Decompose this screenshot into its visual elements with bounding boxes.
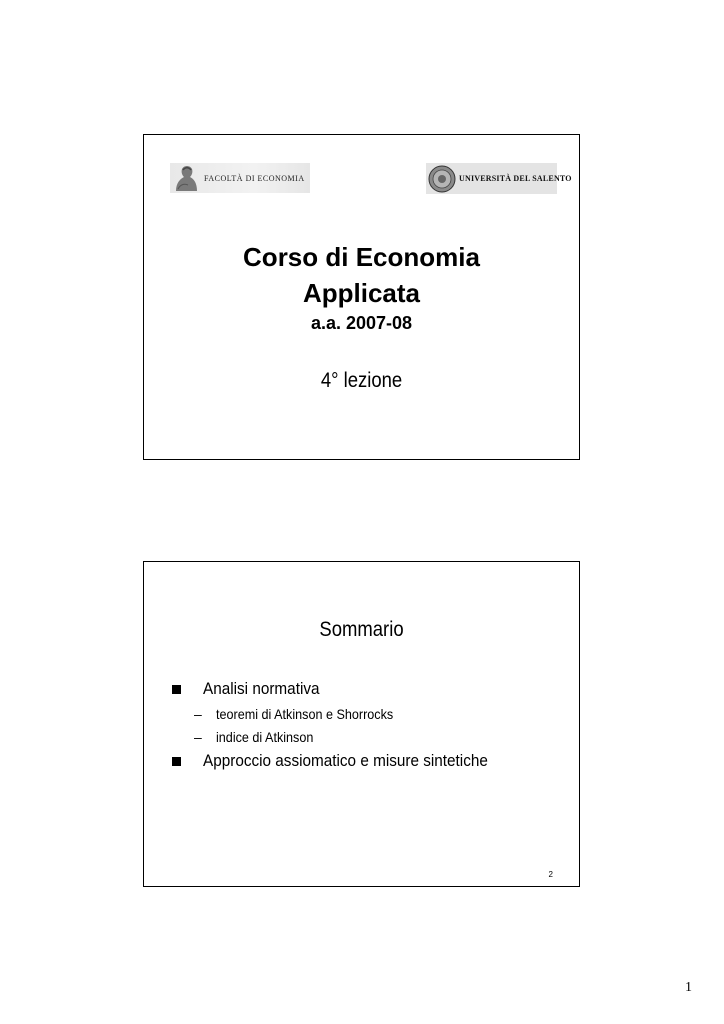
dash-bullet: –: [194, 705, 202, 722]
slide-2: [143, 561, 580, 887]
list-item-label: Approccio assiomatico e misure sintetiche: [203, 751, 488, 770]
course-title-line-2: Applicata: [302, 278, 421, 308]
summary-title: Sommario: [319, 618, 404, 641]
academic-year: a.a. 2007-08: [310, 313, 413, 333]
summary-list: [172, 676, 572, 774]
faculty-logo: [170, 163, 310, 193]
list-item-label: Analisi normativa: [203, 679, 320, 698]
faculty-logo-text: FACOLTÀ DI ECONOMIA: [204, 173, 305, 183]
university-logo: [426, 163, 572, 194]
university-logo-text: UNIVERSITÀ DEL SALENTO: [459, 174, 572, 183]
list-item: [172, 676, 572, 702]
course-title: [144, 239, 579, 311]
lesson-number: 4° lezione: [320, 369, 403, 392]
slide-1: [143, 134, 580, 460]
list-subitem: [194, 702, 572, 725]
course-title-line-1: Corso di Economia: [243, 242, 480, 272]
page-number: 1: [685, 980, 692, 995]
university-seal-icon: [428, 165, 456, 193]
square-bullet-icon: [172, 685, 181, 694]
list-subitem-label: indice di Atkinson: [216, 728, 314, 745]
list-subitem-label: teoremi di Atkinson e Shorrocks: [216, 705, 394, 722]
dash-bullet: –: [194, 728, 202, 745]
list-item: [172, 748, 572, 774]
bust-icon: [170, 163, 202, 193]
list-subitem: [194, 725, 572, 748]
square-bullet-icon: [172, 757, 181, 766]
slide-number: 2: [548, 870, 553, 879]
